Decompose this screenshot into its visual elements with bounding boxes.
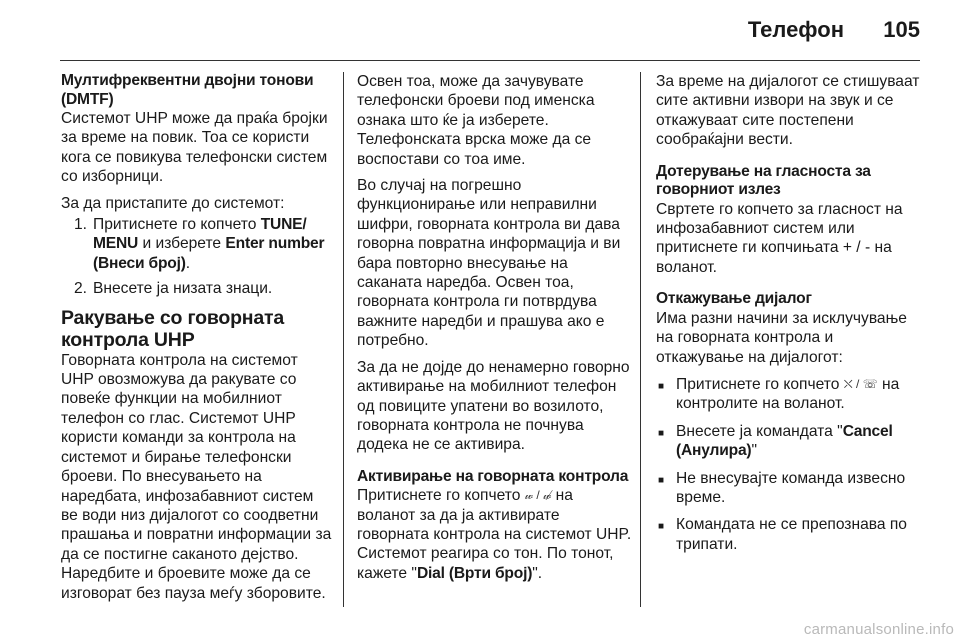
list-item xyxy=(656,375,924,414)
text-part: на воланот за да ја активирате говорната контрола на системот UHP. Системот реагира со тон. По тонот, кажете " xyxy=(357,487,632,582)
dial-command-label: Dial (Врти број) xyxy=(416,564,533,582)
watermark: carmanualsonline.info xyxy=(803,621,954,638)
bullet-square-icon: ■ xyxy=(658,427,665,439)
bullet-square-icon: ■ xyxy=(658,380,665,392)
paragraph-voice-control: Говорната контрола на системот UHP овозможува да ракувате со повеќе функции на мобилниот телефон со глас. Системот UHP користи команди за контрола на системот и бирање телефонски броеви. По внесувањето на наредбата, инфозабавниот систем ве води низ дијалогот со соодветни прашања и повратни информации за да се постигне саканото дејство. Наредбите и броевите може да се изговорат без пауза меѓу зборовите. xyxy=(61,351,332,602)
paragraph-cancel: Има разни начини за исклучување на говорната контрола и откажување на дијалогот: xyxy=(656,309,907,366)
steps-list xyxy=(61,215,333,299)
step-text xyxy=(93,215,333,273)
page-number: 105 xyxy=(883,17,920,42)
section-heading-volume: Дотерување на гласноста за говорниот излез xyxy=(656,162,871,199)
text-part: на контролите на воланот. xyxy=(676,375,900,413)
text-part: Притиснете го копчето xyxy=(676,375,844,393)
column-2 xyxy=(357,72,632,583)
section-heading-voice-control: Ракување со говорната контрола UHP xyxy=(61,306,285,351)
paragraph-volume: Свртете го копчето за гласност на инфозабавниот систем или притиснете ги копчињата + / - на воланот. xyxy=(656,200,903,276)
voice-button-icon: 𝓌 / 𝓌̸ xyxy=(524,488,552,503)
paragraph-activation-note: За да не дојде до ненамерно говорно активирање на мобилниот телефон од повиците упатени во возилото, говорната контрола не почнува додека не се активира. xyxy=(357,358,630,454)
text-part: Внесете ја командата " xyxy=(676,422,843,440)
column-3 xyxy=(656,72,924,554)
step-text: Внесете ја низата знаци. xyxy=(93,280,273,298)
step-item xyxy=(61,279,333,298)
tune-menu-label: TUNE/ MENU xyxy=(93,216,307,253)
text-part: " xyxy=(751,442,757,460)
paragraph-dtmf-access: За да пристапите до системот: xyxy=(61,194,285,212)
page-header xyxy=(0,0,960,62)
enter-number-label: Enter number (Внеси број) xyxy=(93,235,325,272)
section-heading-activation: Активирање на говорната контрола xyxy=(357,467,629,485)
paragraph-error-feedback: Во случај на погрешно функционирање или неправилни шифри, говорната контрола ви дава говорна повратна информација и ви бара повторно внесување на саканата наредба. Освен тоа, говорната контрола ги потврдува важните наредби и прашува ако е потребно. xyxy=(357,177,621,350)
paragraph-dtmf-intro: Системот UHP може да праќа бројки за време на повик. Тоа се користи кога се повикува телефонски систем со изборници. xyxy=(61,110,328,186)
list-item-text: Командата не се препознава по трипати. xyxy=(676,516,907,553)
list-item xyxy=(656,515,924,554)
header-divider xyxy=(60,60,920,61)
bullet-square-icon: ■ xyxy=(658,521,665,533)
column-divider-2 xyxy=(640,72,641,607)
list-item xyxy=(656,422,924,461)
bullet-square-icon: ■ xyxy=(658,474,665,486)
list-item-text xyxy=(676,375,924,414)
text-part: Притиснете го копчето xyxy=(357,487,525,505)
list-item-text xyxy=(676,422,924,461)
cancel-bullet-list xyxy=(656,375,924,554)
column-divider-1 xyxy=(343,72,344,607)
section-heading-cancel: Откажување дијалог xyxy=(656,290,812,308)
step-text-part: и изберете xyxy=(138,235,226,253)
hangup-button-icon: ⛌ / ☏ xyxy=(843,376,878,391)
step-number: 1. xyxy=(73,216,87,234)
step-item xyxy=(61,215,333,273)
list-item-text: Не внесувајте команда извесно време. xyxy=(676,469,906,506)
text-part: ". xyxy=(532,564,543,582)
column-1 xyxy=(61,72,333,603)
step-number: 2. xyxy=(73,280,87,298)
cancel-command-label: Cancel (Анулира) xyxy=(676,422,893,460)
step-text-part: Притиснете го копчето xyxy=(93,216,261,234)
page-title: Телефон xyxy=(747,17,844,42)
step-text-part: . xyxy=(185,254,191,272)
paragraph-activation xyxy=(357,486,632,583)
paragraph-dialog-mute: За време на дијалогот се стишуваат сите активни извори на звук и се откажуваат сите постепени сообраќајни вести. xyxy=(656,73,920,149)
paragraph-name-tags: Освен тоа, може да зачувувате телефонски броеви под именска ознака што ќе ја изберете. Телефонската врска може да се воспостави со тоа име. xyxy=(357,73,595,168)
list-item xyxy=(656,469,924,508)
section-heading-dtmf: Мултифреквентни двојни тонови (DMTF) xyxy=(61,72,314,108)
